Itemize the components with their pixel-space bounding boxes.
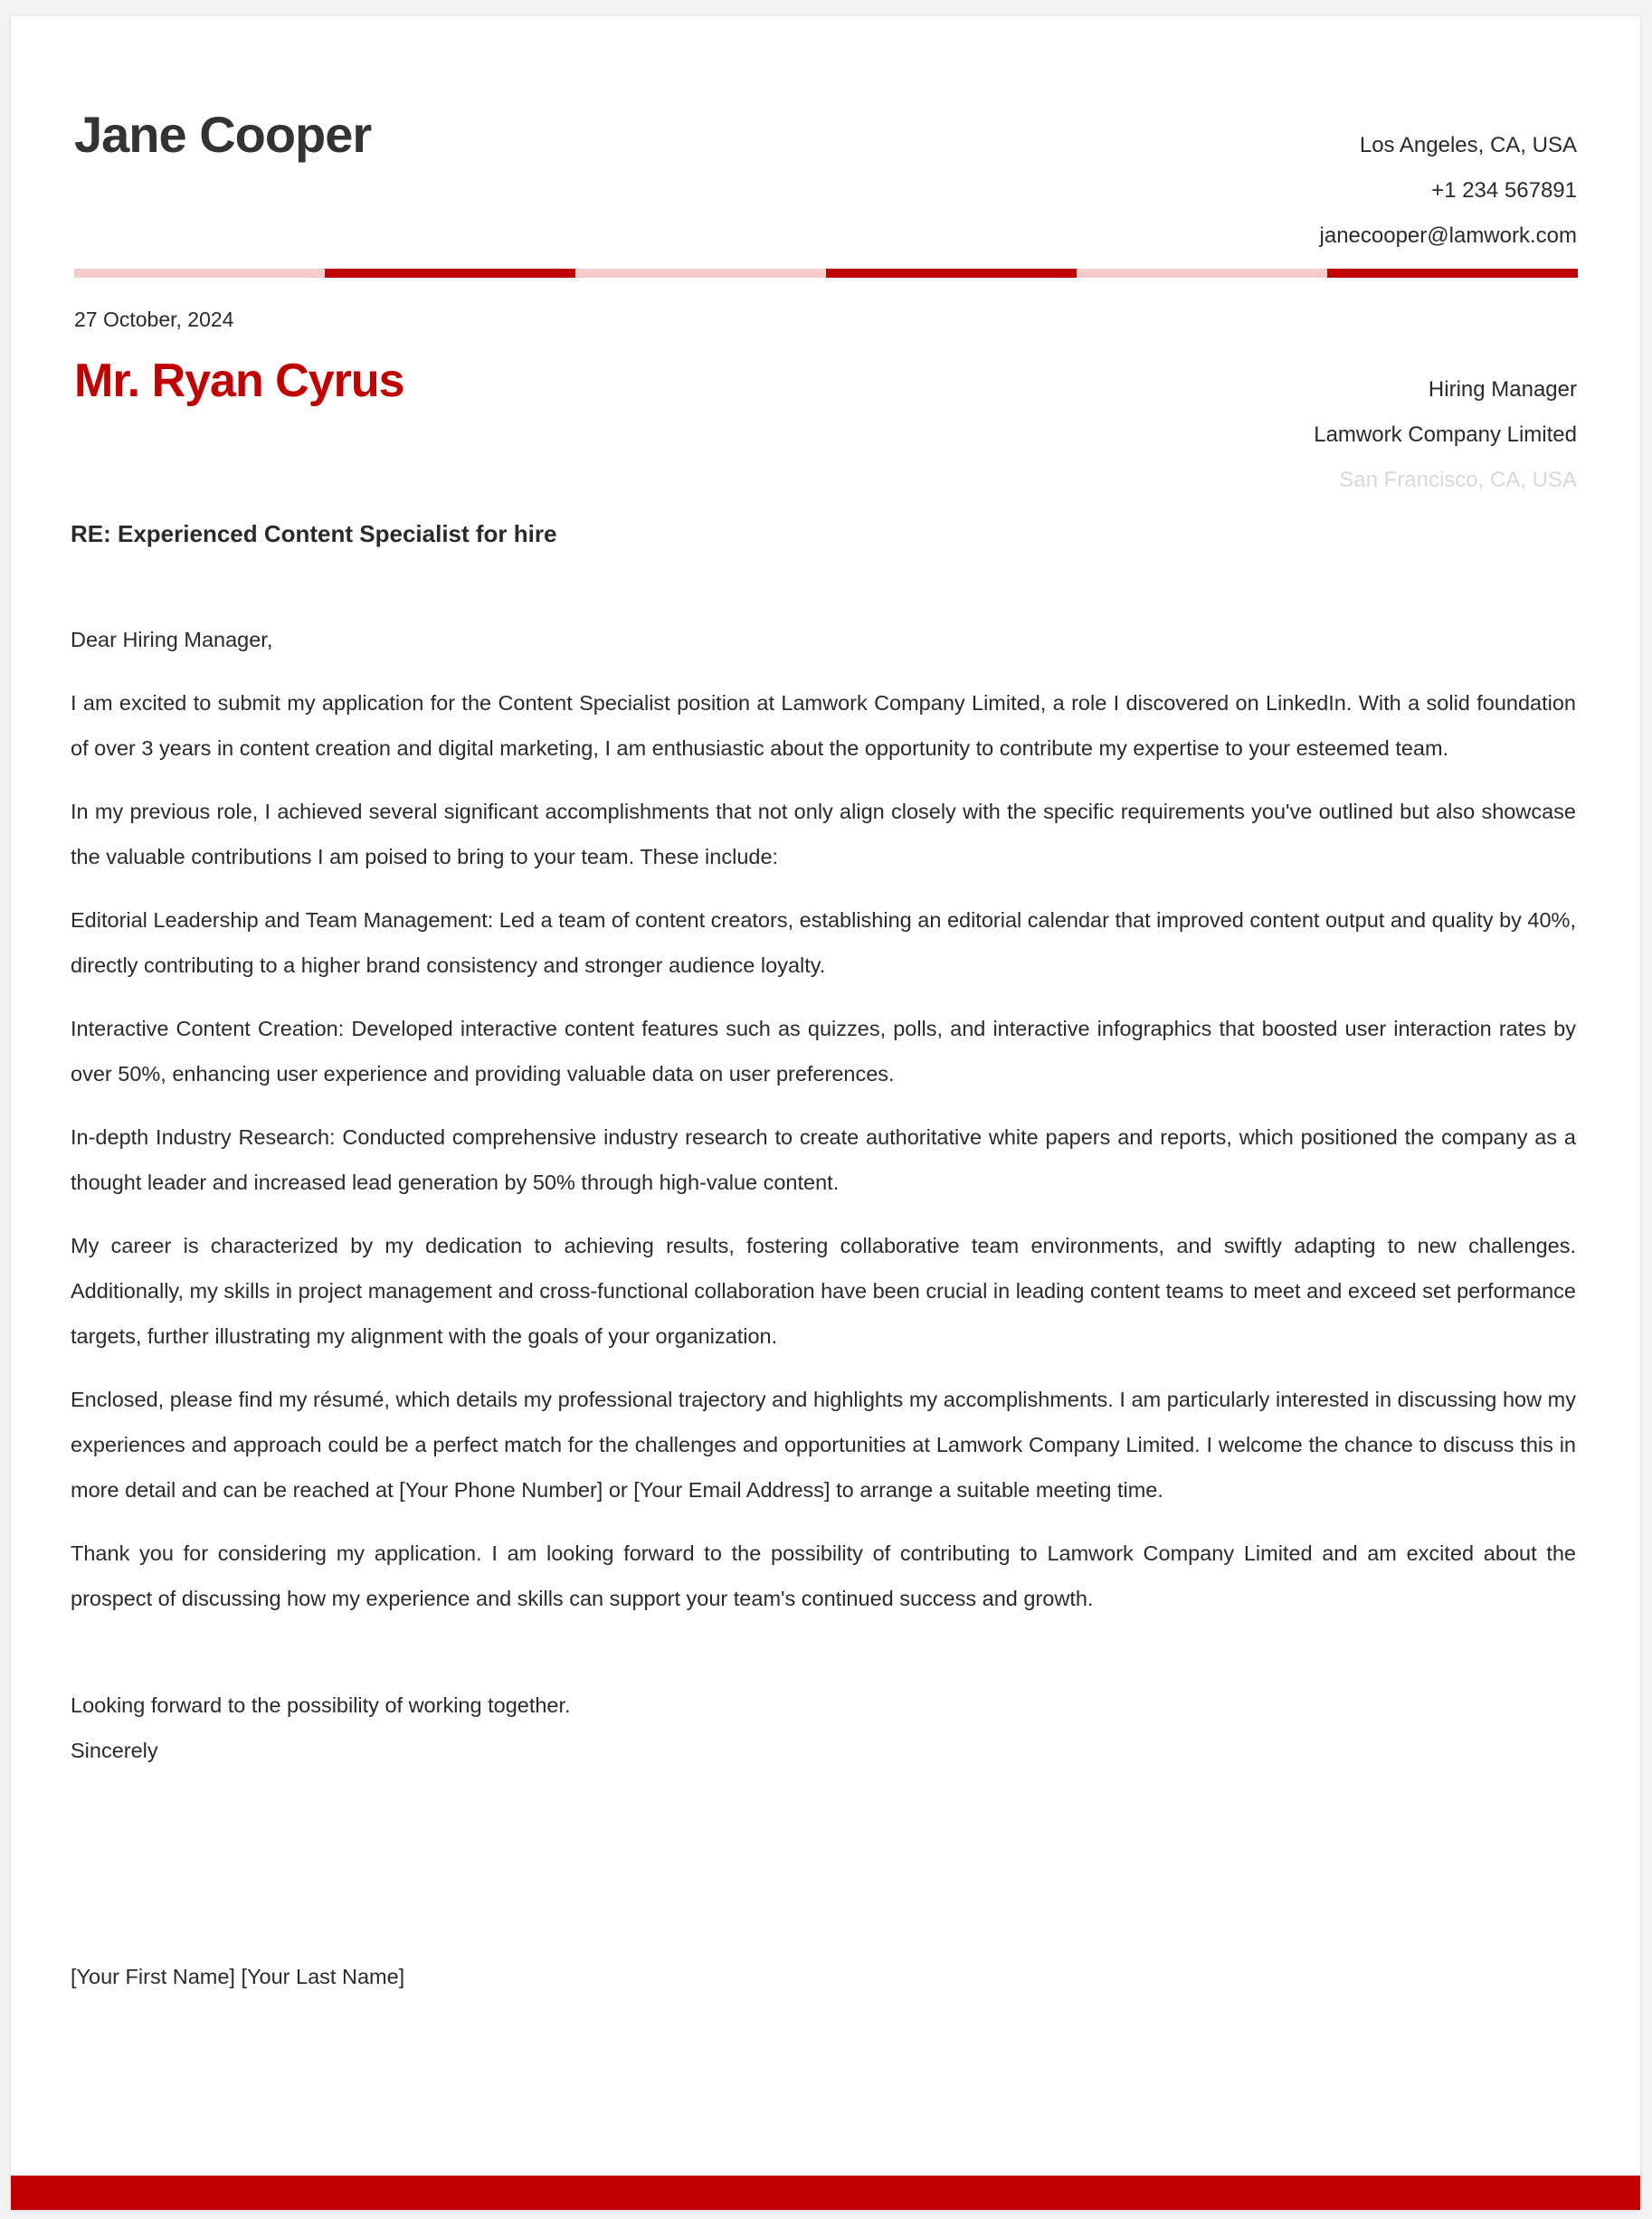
- letter-date: 27 October, 2024: [74, 308, 234, 331]
- sender-email: janecooper@lamwork.com: [1319, 223, 1577, 248]
- recipient-info-block: [1314, 367, 1577, 492]
- signature-name: [Your First Name] [Your Last Name]: [71, 1965, 405, 1988]
- divider-segment: [575, 269, 826, 278]
- recipient-name: Mr. Ryan Cyrus: [74, 355, 404, 407]
- letter-subject: RE: Experienced Content Specialist for hire: [71, 520, 557, 547]
- letter-paragraph: My career is characterized by my dedication to achieving results, fostering collaborative team environments, and swiftly adapting to new challenges. Additionally, my skills in project management and cross-functional collaboration have been crucial in leading content teams to meet and exceed set performance targets, further illustrating my alignment with the goals of your organization.: [71, 1234, 1576, 1348]
- divider-segment: [826, 269, 1077, 278]
- sender-contact-block: [1320, 123, 1577, 259]
- letter-paragraph: In my previous role, I achieved several significant accomplishments that not only align closely with the specific requirements you've outlined but also showcase the valuable contributions I am poised to bring to your team. These include:: [71, 800, 1576, 868]
- header-divider: [74, 269, 1578, 278]
- sign-off: Sincerely: [71, 1739, 158, 1762]
- letter-paragraph: In-depth Industry Research: Conducted comprehensive industry research to create authoritative white papers and reports, which positioned the company as a thought leader and increased lead generation by 50% through high-value content.: [71, 1125, 1576, 1194]
- letter-closing: [71, 1683, 571, 1773]
- divider-segment: [1077, 269, 1327, 278]
- footer-bar: [11, 2176, 1640, 2210]
- letter-paragraph: Editorial Leadership and Team Management: Led a team of content creators, establishing an editorial calendar that improved content output and quality by 40%, directly contributing to a higher brand consistency and stronger audience loyalty.: [71, 908, 1576, 977]
- divider-segment: [74, 269, 325, 278]
- recipient-title: Hiring Manager: [1428, 377, 1577, 402]
- closing-line: Looking forward to the possibility of working together.: [71, 1693, 571, 1717]
- letter-body: [71, 617, 1576, 1639]
- sender-location: Los Angeles, CA, USA: [1359, 133, 1577, 157]
- cover-letter-page: [11, 16, 1640, 2210]
- letter-paragraph: Enclosed, please find my résumé, which details my professional trajectory and highlights my accomplishments. I am particularly interested in discussing how my experiences and approach could be a perfect match for the challenges and opportunities at Lamwork Company Limited. I welcome the chance to discuss this in more detail and can be reached at [Your Phone Number] or [Your Email Address] to arrange a suitable meeting time.: [71, 1388, 1576, 1502]
- divider-segment: [325, 269, 575, 278]
- recipient-location: San Francisco, CA, USA: [1339, 468, 1577, 492]
- letter-greeting: Dear Hiring Manager,: [71, 628, 273, 651]
- letter-paragraph: Thank you for considering my application. I am looking forward to the possibility of contributing to Lamwork Company Limited and am excited about the prospect of discussing how my experience and skills can support your team's continued success and growth.: [71, 1541, 1576, 1610]
- recipient-company: Lamwork Company Limited: [1314, 422, 1577, 447]
- letter-paragraph: I am excited to submit my application for the Content Specialist position at Lamwork Company Limited, a role I discovered on LinkedIn. With a solid foundation of over 3 years in content creation and digital marketing, I am enthusiastic about the opportunity to contribute my expertise to your esteemed team.: [71, 691, 1576, 760]
- sender-phone: +1 234 567891: [1431, 178, 1577, 203]
- sender-name: Jane Cooper: [74, 106, 372, 163]
- divider-segment: [1327, 269, 1578, 278]
- letter-paragraph: Interactive Content Creation: Developed interactive content features such as quizzes, polls, and interactive infographics that boosted user interaction rates by over 50%, enhancing user experience and providing valuable data on user preferences.: [71, 1017, 1576, 1086]
